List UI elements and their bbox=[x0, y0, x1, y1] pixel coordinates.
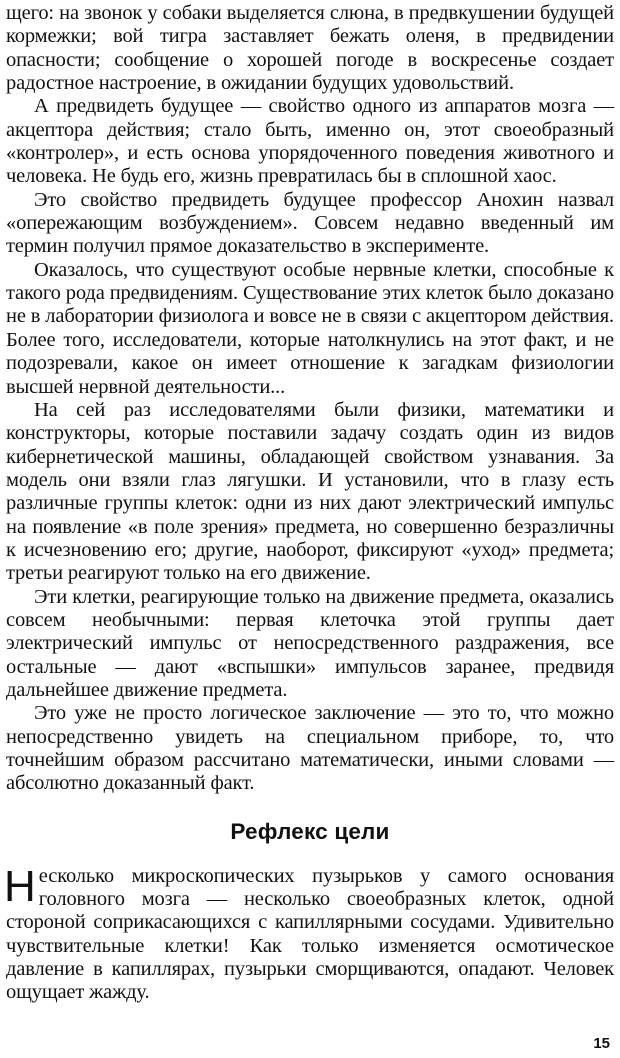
section-body bbox=[4, 861, 614, 1005]
section-heading: Рефлекс цели bbox=[230, 818, 390, 844]
section-paragraph: есколько микроскопических пузырьков у самого основания головного мозга — несколько своеобразных клеток, одной стороной соприкасающихся с капиллярными сосудами. Удивительно чувствительные клетки! Как только изменяется осмотическое давление в капиллярах, пузырьки сморщиваются, опадают. Человек ощущает жажду. bbox=[6, 864, 614, 1004]
page-number: 15 bbox=[593, 1035, 610, 1052]
paragraph: Это уже не просто логическое заключение — это то, что можно непосредственно увидеть на специальном приборе, то, что точнейшим образом рассчитано математически, иными словами — абсолютно доказанный факт. bbox=[6, 702, 614, 795]
paragraph: На сей раз исследователями были физики, математики и конструкторы, которые поставили задачу создать один из видов кибернетической машины, обладающей свойством узнавания. За модель они взяли глаз лягушки. И установили, что в глазу есть различные группы клеток: одни из них дают электрический импульс на появление «в поле зрения» предмета, но совершенно безразличны к исчезновению его; другие, наоборот, фиксируют «уход» предмета; третьи реагируют только на его движение. bbox=[6, 398, 614, 585]
paragraph-continuation: щего: на звонок у собаки выделяется слюна, в предвкушении будущей кормежки; вой тигра заставляет бежать оленя, в предвидении опасности; сообщение о хорошей погоде в воскресенье создает радостное настроение, в ожидании будущих удовольствий. bbox=[6, 2, 614, 95]
paragraph: А предвидеть будущее — свойство одного из аппаратов мозга — акцептора действия; стало быть, именно он, этот своеобразный «контролер», и есть основа упорядоченного поведения животного и человека. Не будь его, жизнь превратилась бы в сплошной хаос. bbox=[6, 95, 614, 188]
paragraph: Оказалось, что существуют особые нервные клетки, способные к такого рода предвидениям. Существование этих клеток было доказано не в лаборатории физиолога и вовсе не в связи с акцептором действия. Более того, исследователи, которые натолкнулись на этот факт, и не подозревали, какое он имеет отношение к загадкам физиологии высшей нервной деятельности... bbox=[6, 258, 614, 398]
paragraph: Это свойство предвидеть будущее профессор Анохин назвал «опережающим возбуждением». Совсем недавно введенный им термин получил прямое доказательство в эксперименте. bbox=[6, 188, 614, 258]
drop-cap: Н bbox=[4, 861, 36, 911]
paragraph: Эти клетки, реагирующие только на движение предмета, оказались совсем необычными: первая клеточка этой группы дает электрический импульс от непосредственного раздражения, все остальные — дают «вспышки» импульсов заранее, предвидя дальнейшее движение предмета. bbox=[6, 585, 614, 701]
